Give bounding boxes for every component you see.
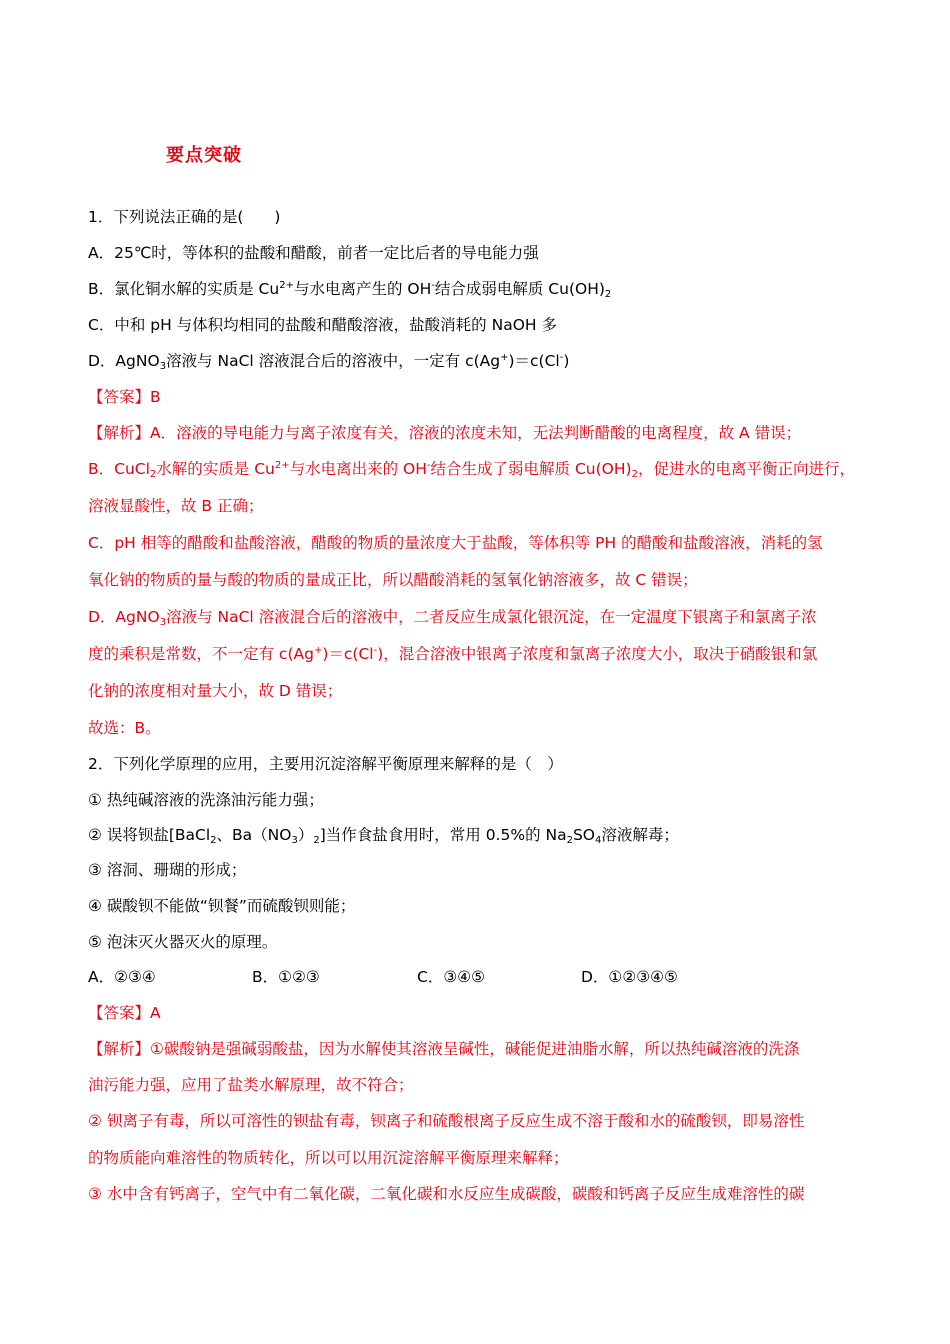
q2-explanation-3: ② 钡离子有毒，所以可溶性的钡盐有毒，钡离子和硫酸根离子反应生成不溶于酸和水的硫酸钡，即易溶性 <box>88 1112 805 1130</box>
q1-explanation-7: 度的乘积是常数，不一定有 c(Ag+)＝c(Cl-)，混合溶液中银离子浓度和氯离子浓度大小，取决于硝酸银和氯 <box>88 645 818 663</box>
q2-explanation-1: 【解析】①碳酸钠是强碱弱酸盐，因为水解使其溶液呈碱性，碱能促进油脂水解，所以热纯碱溶液的洗涤 <box>88 1040 800 1058</box>
q2-option-c: C．③④⑤ <box>417 968 486 986</box>
q2-answer: 【答案】A <box>88 1004 161 1022</box>
q2-item-3: ③ 溶洞、珊瑚的形成； <box>88 861 247 879</box>
q1-explanation-9: 故选：B。 <box>88 719 161 737</box>
q2-explanation-5: ③ 水中含有钙离子，空气中有二氧化碳，二氧化碳和水反应生成碳酸，碳酸和钙离子反应生成难溶性的碳 <box>88 1185 805 1203</box>
q1-option-b: B．氯化铜水解的实质是 $Cu^{2+}$与水电离产生的 OH-结合成弱电解质 $Cu(OH)_2$ <box>88 280 612 300</box>
q2-option-b: B．①②③ <box>252 968 320 986</box>
q1-explanation-4: C．pH 相等的醋酸和盐酸溶液，醋酸的物质的量浓度大于盐酸，等体积等 PH 的醋酸和盐酸溶液，消耗的氢 <box>88 534 823 552</box>
q1-explanation-3: 溶液显酸性，故 B 正确； <box>88 497 264 515</box>
q2-item-2: ② 误将钡盐[BaCl$_2$、$Ba(NO_3)_2$]当作食盐食用时，常用 0.5%的 $Na_2SO_4$溶液解毒； <box>88 826 679 846</box>
q1-explanation-1: 【解析】A．溶液的导电能力与离子浓度有关，溶液的浓度未知，无法判断醋酸的电离程度，故 A 错误； <box>88 424 802 442</box>
q2-stem: 2．下列化学原理的应用，主要用沉淀溶解平衡原理来解释的是（ ） <box>88 755 563 773</box>
q2-explanation-2: 油污能力强，应用了盐类水解原理，故不符合； <box>88 1076 414 1094</box>
q2-explanation-4: 的物质能向难溶性的物质转化，所以可以用沉淀溶解平衡原理来解释； <box>88 1149 569 1167</box>
q1-explanation-6: D．AgNO$_3$溶液与 NaCl 溶液混合后的溶液中，二者反应生成氯化银沉淀，在一定温度下银离子和氯离子浓 <box>88 608 817 628</box>
q1-option-d: D．AgNO$_3$溶液与 NaCl 溶液混合后的溶液中，一定有 c(Ag+)＝c(Cl-) <box>88 352 570 372</box>
q2-option-a: A．②③④ <box>88 968 156 986</box>
q2-item-1: ① 热纯碱溶液的洗涤油污能力强； <box>88 791 324 809</box>
q1-explanation-2: B．CuCl$_2$水解的实质是 $Cu^{2+}$与水电离出来的 OH-结合生成了弱电解质 $Cu(OH)_2$，促进水的电离平衡正向进行， <box>88 460 855 480</box>
section-title: 要点突破 <box>166 145 242 166</box>
q1-explanation-5: 氧化钠的物质的量与酸的物质的量成正比，所以醋酸消耗的氢氧化钠溶液多，故 C 错误； <box>88 571 698 589</box>
q2-item-4: ④ 碳酸钡不能做“钡餐”而硫酸钡则能； <box>88 897 356 915</box>
q1-stem: 1．下列说法正确的是( ) <box>88 208 281 226</box>
q1-option-c: C．中和 pH 与体积均相同的盐酸和醋酸溶液，盐酸消耗的 NaOH 多 <box>88 316 557 334</box>
q1-option-a: A．25℃时，等体积的盐酸和醋酸，前者一定比后者的导电能力强 <box>88 244 539 262</box>
q2-item-5: ⑤ 泡沫灭火器灭火的原理。 <box>88 933 278 951</box>
q1-explanation-8: 化钠的浓度相对量大小，故 D 错误； <box>88 682 343 700</box>
q1-answer: 【答案】B <box>88 388 161 406</box>
q2-option-d: D．①②③④⑤ <box>581 968 678 986</box>
